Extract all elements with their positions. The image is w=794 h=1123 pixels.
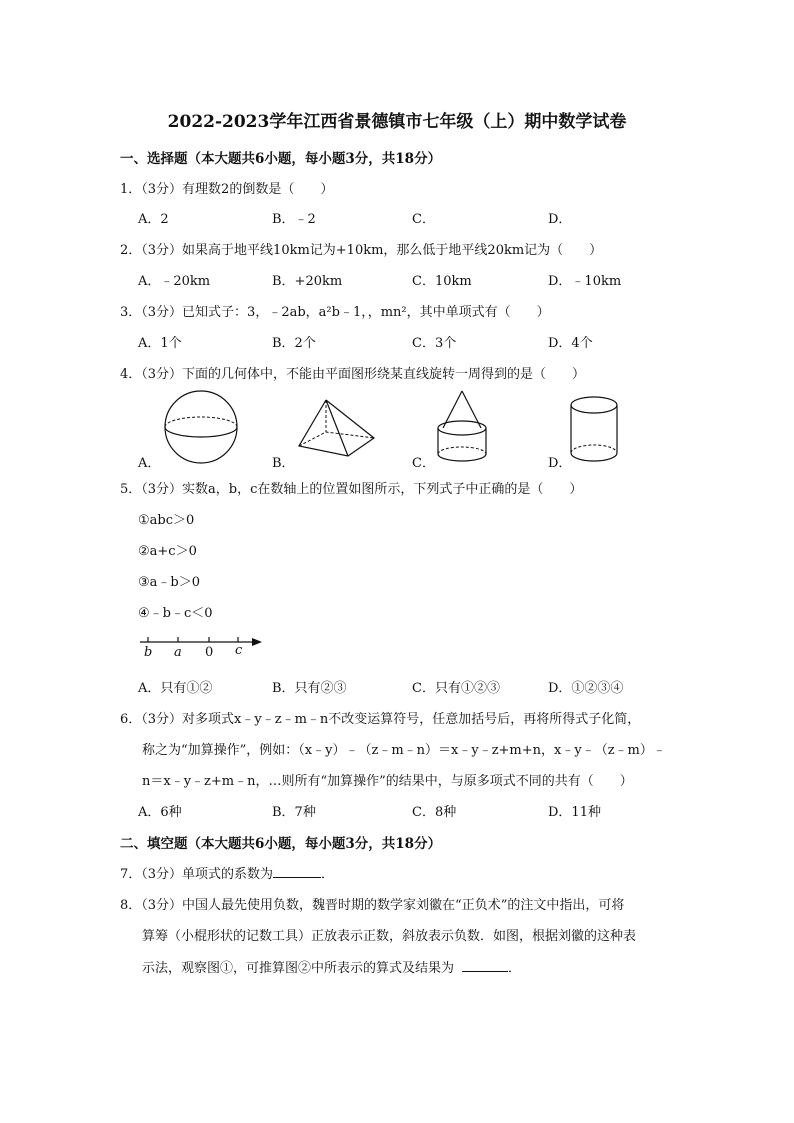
q5-statement-2: ②a+c＞0: [138, 544, 197, 559]
q5-statement-1: ①abc＞0: [138, 513, 195, 528]
q5-statement-3: ③a﹣b＞0: [138, 575, 200, 590]
q3-option-b: B．2个: [272, 336, 316, 351]
question-7-end: ．: [321, 867, 335, 882]
q4-option-d: D．: [548, 456, 572, 471]
question-6-stem: 6．（3分）对多项式x﹣y﹣z﹣m﹣n不改变运算符号，任意加括号后，再将所得式子化简，: [120, 712, 641, 727]
section-heading-choice: 一、选择题（本大题共6小题，每小题3分，共18分）: [120, 151, 442, 167]
question-5-stem: 5．（3分）实数a，b，c在数轴上的位置如图所示，下列式子中正确的是（ ）: [120, 482, 583, 497]
q5-option-c: C．只有①②③: [412, 681, 500, 696]
q4-option-b: B．: [272, 456, 295, 471]
q5-option-a: A．只有①②: [138, 681, 213, 696]
q3-option-a: A．1个: [138, 336, 182, 351]
answer-blank-7[interactable]: [273, 865, 321, 878]
q5-statement-4: ④﹣b﹣c＜0: [138, 606, 213, 621]
question-7-text: 7．（3分）单项式的系数为: [120, 867, 274, 882]
axis-label-a: a: [174, 645, 182, 660]
q3-option-d: D．4个: [548, 336, 593, 351]
q6-option-b: B．7种: [272, 805, 316, 820]
pyramid-figure: [296, 398, 378, 458]
cylinder-figure: [569, 395, 621, 465]
question-8-stem: 8．（3分）中国人最先使用负数，魏晋时期的数学家刘徽在“正负术”的注文中指出，可将: [120, 898, 625, 913]
q4-option-a: A．: [138, 456, 161, 471]
question-4-stem: 4．（3分）下面的几何体中，不能由平面图形绕某直线旋转一周得到的是（ ）: [120, 367, 586, 382]
question-2-stem: 2．（3分）如果高于地平线10km记为+10km，那么低于地平线20km记为（ ）: [120, 243, 603, 258]
question-6-line-2: 称之为“加算操作”，例如：（x﹣y）﹣（z﹣m﹣n）＝x﹣y﹣z+m+n，x﹣y﹣（z﹣m）﹣: [142, 743, 666, 758]
question-8-line-3: [142, 957, 521, 976]
q2-option-c: C．10km: [412, 274, 472, 289]
page-title: 2022-2023学年江西省景德镇市七年级（上）期中数学试卷: [167, 112, 627, 132]
section-heading-fill: 二、填空题（本大题共6小题，每小题3分，共18分）: [120, 836, 442, 852]
q3-option-c: C．3个: [412, 336, 457, 351]
q1-option-a: A．2: [138, 212, 169, 227]
q5-option-b: B．只有②③: [272, 681, 347, 696]
question-7-stem: [120, 863, 334, 882]
q6-option-d: D．11种: [548, 805, 601, 820]
q6-option-c: C．8种: [412, 805, 457, 820]
question-1-stem: 1．（3分）有理数2的倒数是（ ）: [120, 182, 334, 197]
axis-label-zero: 0: [205, 645, 214, 660]
question-3-stem: 3．（3分）已知式子：3，﹣2ab，a²b﹣1，，mn²，其中单项式有（ ）: [120, 305, 550, 320]
question-6-line-3: n＝x﹣y﹣z+m﹣n，…则所有“加算操作”的结果中，与原多项式不同的共有（ ）: [142, 774, 633, 789]
q2-option-d: D．﹣10km: [548, 274, 622, 289]
axis-label-b: b: [144, 645, 153, 660]
answer-blank-8[interactable]: [462, 959, 508, 972]
cone-cylinder-figure: [436, 388, 492, 464]
question-8-text: 示法，观察图①，可推算图②中所表示的算式及结果为: [142, 961, 455, 976]
q2-option-a: A．﹣20km: [138, 274, 211, 289]
axis-label-c: c: [235, 643, 243, 658]
question-8-line-2: 算筹（小棍形状的记数工具）正放表示正数，斜放表示负数．如图，根据刘徽的这种表: [142, 929, 637, 944]
question-8-end: ．: [508, 961, 522, 976]
q2-option-b: B．+20km: [272, 274, 343, 289]
q5-option-d: D．①②③④: [548, 681, 624, 696]
q6-option-a: A．6种: [138, 805, 182, 820]
q1-option-b: B．﹣2: [272, 212, 316, 227]
q1-option-c: C．: [412, 212, 435, 227]
number-line-figure: [138, 634, 268, 664]
sphere-figure: [160, 389, 242, 465]
q4-option-c: C．: [412, 456, 435, 471]
q1-option-d: D．: [548, 212, 572, 227]
